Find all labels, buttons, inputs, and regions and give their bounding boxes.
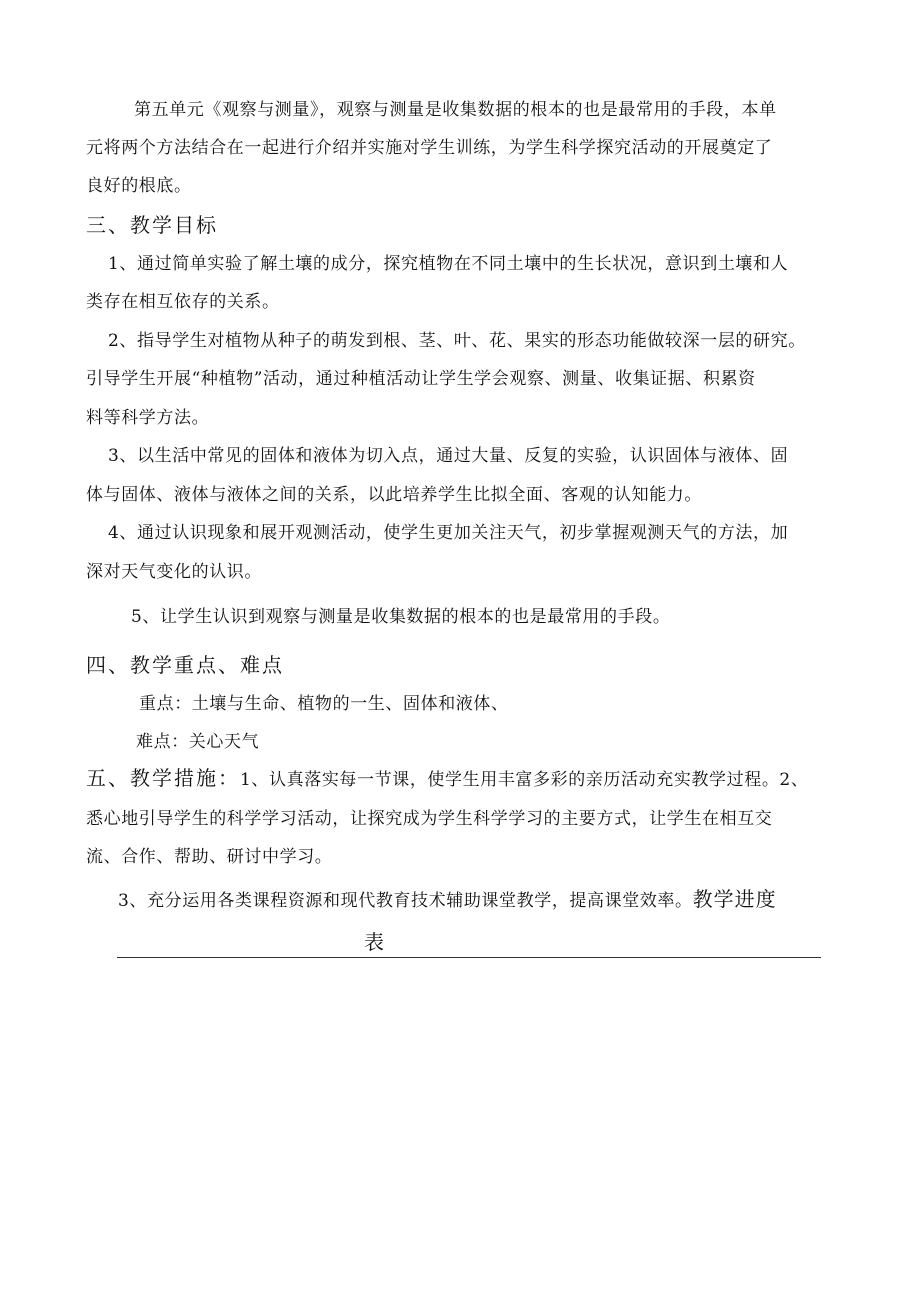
intro-line-2: 元将两个方法结合在一起进行介绍并实施对学生训练，为学生科学探究活动的开展奠定了 xyxy=(86,138,773,158)
divider-line xyxy=(117,957,821,958)
section-5-heading: 五、教学措施： xyxy=(86,766,240,790)
measure-1-line-2: 悉心地引导学生的科学学习活动，让探究成为学生科学学习的主要方式，让学生在相互交 xyxy=(86,809,773,829)
goal-2-line-2: 引导学生开展“种植物”活动，通过种植活动让学生学会观察、测量、收集证据、积累资 xyxy=(86,369,756,389)
goal-2-line-3: 料等科学方法。 xyxy=(86,408,210,428)
section-4-heading: 四、教学重点、难点 xyxy=(86,653,284,677)
measure-3: 3、充分运用各类课程资源和现代教育技术辅助课堂教学，提高课堂效率。 xyxy=(118,891,693,911)
schedule-title-part-1: 教学进度 xyxy=(692,887,777,911)
intro-line-3: 良好的根底。 xyxy=(86,176,192,196)
intro-line-1: 第五单元《观察与测量》，观察与测量是收集数据的根本的也是最常用的手段，本单 xyxy=(134,100,777,120)
goal-1-line-2: 类存在相互依存的关系。 xyxy=(86,292,280,312)
measure-3-line xyxy=(118,887,777,913)
goal-1-line-1: 1、通过简单实验了解土壤的成分，探究植物在不同土壤中的生长状况，意识到土壤和人 xyxy=(108,254,789,274)
measure-1-line-1: 1、认真落实每一节课，使学生用丰富多彩的亲历活动充实教学过程。2、 xyxy=(240,770,809,790)
section-3-heading: 三、教学目标 xyxy=(86,213,218,237)
goal-3-line-1: 3、以生活中常见的固体和液体为切入点，通过大量、反复的实验，认识固体与液体、固 xyxy=(108,446,789,466)
goal-2-line-1: 2、指导学生对植物从种子的萌发到根、茎、叶、花、果实的形态功能做较深一层的研究。 xyxy=(108,331,806,351)
difficult-points: 难点：关心天气 xyxy=(136,732,260,752)
goal-3-line-2: 体与固体、液体与液体之间的关系，以此培养学生比拟全面、客观的认知能力。 xyxy=(86,485,702,505)
schedule-title-part-2: 表 xyxy=(364,930,386,954)
key-points: 重点：土壤与生命、植物的一生、固体和液体、 xyxy=(139,694,509,714)
goal-4-line-1: 4、通过认识现象和展开观测活动，使学生更加关注天气，初步掌握观测天气的方法，加 xyxy=(108,523,789,543)
measure-1-line-3: 流、合作、帮助、研讨中学习。 xyxy=(86,847,333,867)
goal-4-line-2: 深对天气变化的认识。 xyxy=(86,562,262,582)
goal-5: 5、让学生认识到观察与测量是收集数据的根本的也是最常用的手段。 xyxy=(131,607,671,627)
section-5-line-1 xyxy=(86,766,808,792)
